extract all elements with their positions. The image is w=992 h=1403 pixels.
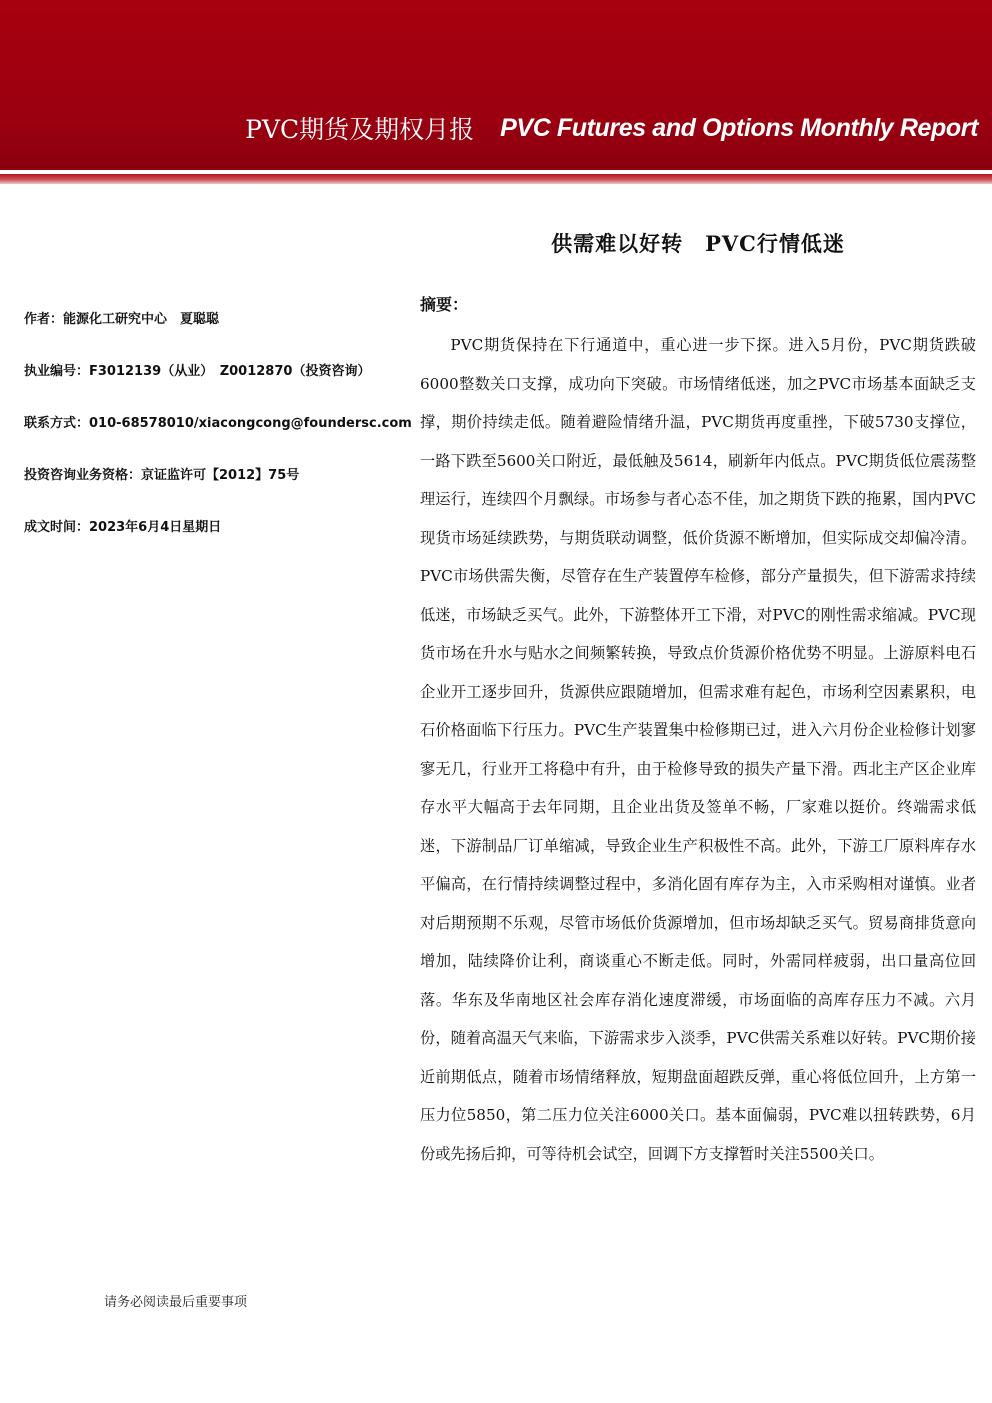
license-line: 执业编号：F3012139（从业） Z0012870（投资咨询）: [24, 364, 371, 379]
banner-title: [245, 108, 978, 148]
date-line: 成文时间：2023年6月4日星期日: [24, 520, 222, 535]
article-headline: 供需难以好转 PVC行情低迷: [551, 231, 845, 256]
report-title-en: PVC Futures and Options Monthly Report: [500, 113, 978, 142]
author-line: 作者：能源化工研究中心 夏聪聪: [24, 312, 220, 327]
header-banner: [0, 0, 992, 170]
qualification-line: 投资咨询业务资格：京证监许可【2012】75号: [24, 468, 300, 483]
footer-note: 请务必阅读最后重要事项: [104, 1295, 248, 1310]
author-info: [24, 308, 414, 568]
abstract-label: 摘要：: [420, 295, 469, 314]
report-title-cn: PVC期货及期权月报: [245, 115, 475, 144]
contact-line: 联系方式：010-68578010/xiacongcong@foundersc.com: [24, 416, 412, 431]
header-divider: [0, 174, 992, 184]
abstract-text: PVC期货保持在下行通道中，重心进一步下探。进入5月份，PVC期货跌破6000整数关口支撑，成功向下突破。市场情绪低迷，加之PVC市场基本面缺乏支撑，期价持续走低。随着避险情绪升温，PVC期货再度重挫，下破5730支撑位，一路下跌至5600关口附近，最低触及5614，刷新年内低点。PVC期货低位震荡整理运行，连续四个月飘绿。市场参与者心态不佳，加之期货下跌的拖累，国内PVC现货市场延续跌势，与期货联动调整，低价货源不断增加，但实际成交却偏冷清。PVC市场供需失衡，尽管存在生产装置停车检修，部分产量损失，但下游需求持续低迷，市场缺乏买气。此外，下游整体开工下滑，对PVC的刚性需求缩减。PVC现货市场在升水与贴水之间频繁转换，导致点价货源价格优势不明显。上游原料电石企业开工逐步回升，货源供应跟随增加，但需求难有起色，市场利空因素累积，电石价格面临下行压力。PVC生产装置集中检修期已过，进入六月份企业检修计划寥寥无几，行业开工将稳中有升，由于检修导致的损失产量下滑。西北主产区企业库存水平大幅高于去年同期，且企业出货及签单不畅，厂家难以挺价。终端需求低迷，下游制品厂订单缩减，导致企业生产积极性不高。此外，下游工厂原料库存水平偏高，在行情持续调整过程中，多消化固有库存为主，入市采购相对谨慎。业者对后期预期不乐观，尽管市场低价货源增加，但市场却缺乏买气。贸易商排货意向增加，陆续降价让利，商谈重心不断走低。同时，外需同样疲弱，出口量高位回落。华东及华南地区社会库存消化速度滞缓，市场面临的高库存压力不减。六月份，随着高温天气来临，下游需求步入淡季，PVC供需关系难以好转。PVC期价接近前期低点，随着市场情绪释放，短期盘面超跌反弹，重心将低位回升，上方第一压力位5850，第二压力位关注6000关口。基本面偏弱，PVC难以扭转跌势，6月份或先扬后抑，可等待机会试空，回调下方支撑暂时关注5500关口。: [420, 336, 976, 1163]
